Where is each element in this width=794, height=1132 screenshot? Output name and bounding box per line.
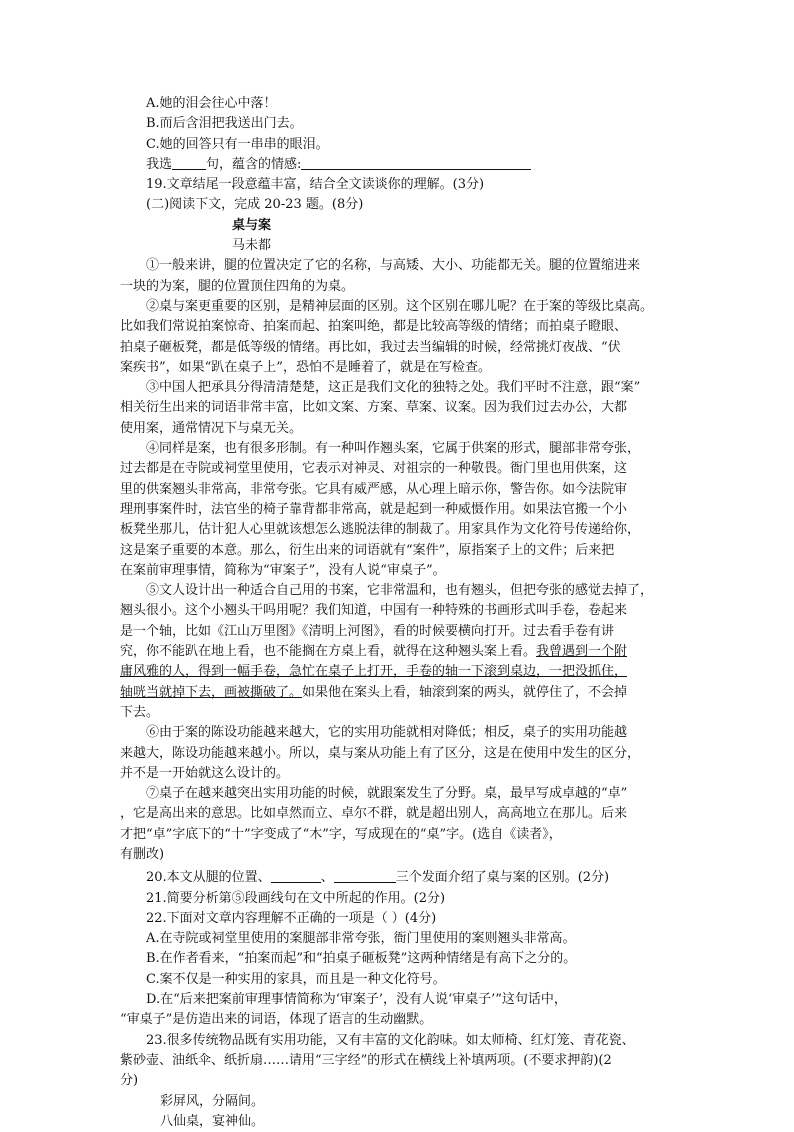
- q23-example: 彩屏风，分隔间。: [160, 1093, 265, 1109]
- underlined-sentence: 庸风雅的人，得到一幅手卷，急忙在桌子上打开，手卷的轴一下滚到桌边，一把没抓住，: [120, 664, 628, 680]
- q20-prefix: 20.本文从腿的位置、: [146, 870, 271, 886]
- q23-example: 八仙桌，宴神仙。: [160, 1113, 265, 1129]
- paragraph-3-line: ③中国人把承具分得清清楚楚，这正是我们文化的独特之处。我们平时不注意，跟“案”: [146, 380, 641, 396]
- q18-emotion-blank[interactable]: [301, 155, 531, 170]
- paragraph-5-line: 翘头很小。这个小翘头干吗用呢？我们知道，中国有一种特殊的书画形式叫手卷，卷起来: [120, 603, 628, 619]
- paragraph-6-line: ⑥由于案的陈设功能越来越大，它的实用功能就相对降低；相反，桌子的实用功能越: [146, 725, 628, 741]
- paragraph-4-line: ④同样是案，也有很多形制。有一种叫作翘头案，它属于供案的形式，腿部非常夸张，: [146, 441, 641, 457]
- q18-option-a: A.她的泪会往心中落！: [146, 96, 277, 111]
- paragraph-1-line: ①一般来讲，腿的位置决定了它的名称，与高矮、大小、功能都无关。腿的位置缩进来: [146, 258, 641, 274]
- q18-answer-line: [120, 155, 690, 175]
- text-column: [120, 94, 690, 1132]
- paragraph-5-line: [120, 662, 690, 682]
- question-23-cont: 分): [120, 1073, 139, 1089]
- paragraph-4-line: 里的供案翘头非常高，非常夸张。它具有威严感，从心理上暗示你，警告你。如今法院审: [120, 481, 628, 497]
- question-23-line: 紫砂壶、油纸伞、纸折扇……请用“三字经”的形式在横线上补填两项。(不要求押韵)(2: [120, 1052, 612, 1068]
- q20-suffix: 三个发面介绍了桌与案的区别。(2分): [395, 870, 610, 886]
- question-23-line: 23.很多传统物品既有实用功能，又有丰富的文化韵味。如太师椅、红灯笼、青花瓷、: [146, 1032, 635, 1048]
- question-22: 22.下面对文章内容理解不正确的一项是（ ）(4分): [146, 910, 437, 926]
- paragraph-5-text: 究，你不能趴在地上看，也不能搁在方桌上看，就得在这种翘头案上看。: [120, 644, 537, 660]
- paragraph-5-line: ⑤文人设计出一种适合自己用的书案，它非常温和，也有翘头，但把夸张的感觉去掉了，: [146, 583, 654, 599]
- paragraph-4-line: 板凳坐那儿，估计犯人心里就该想怎么逃脱法律的制裁了。用家具作为文化符号传递给你，: [120, 522, 641, 538]
- q20-blank-2[interactable]: [334, 868, 396, 883]
- paragraph-2-line: 比如我们常说拍案惊奇、拍案而起、拍案叫绝，都是比较高等级的情绪；而拍桌子瞪眼、: [120, 319, 628, 335]
- q22-option-d: D.在“后来把案前审理事情简称为‘审案子’，没有人说‘审桌子’”这句话中，: [146, 992, 567, 1008]
- q20-separator: 、: [320, 870, 334, 886]
- paragraph-3-line: 相关衍生出来的词语非常丰富，比如文案、方案、草案、议案。因为我们过去办公，大都: [120, 400, 628, 416]
- paragraph-6-line: 并不是一开始就这么设计的。: [120, 765, 290, 781]
- article-title: 桌与案: [232, 217, 272, 233]
- article-author: 马未都: [232, 238, 272, 254]
- q22-option-b: B.在作者看来，“拍案而起”和“拍桌子砸板凳”这两种情绪是有高下之分的。: [146, 951, 577, 967]
- paragraph-4-line: 理刑事案件时，法官坐的椅子靠背都非常高，就是起到一种威慑作用。如果法官搬一个小: [120, 501, 628, 517]
- q18-option-b: B.而后含泪把我送出门去。: [146, 116, 303, 132]
- q22-option-c: C.案不仅是一种实用的家具，而且是一种文化符号。: [146, 971, 446, 987]
- q18-choice-blank[interactable]: [172, 155, 206, 170]
- q22-option-d-cont: “审桌子”是仿造出来的词语，体现了语言的生动幽默。: [120, 1012, 433, 1028]
- paragraph-5-line: 下去。: [120, 704, 160, 720]
- underlined-sentence: 我曾遇到一个附: [536, 644, 628, 660]
- paragraph-2-line: ②桌与案更重要的区别，是精神层面的区别。这个区别在哪儿呢？在于案的等级比桌高。: [146, 298, 654, 314]
- paragraph-5-text: 如果他在案头上看，轴滚到案的两头，就停住了，不会掉: [302, 684, 628, 700]
- paragraph-4-line: 过去都是在寺院或祠堂里使用，它表示对神灵、对祖宗的一种敬畏。衙门里也用供案，这: [120, 461, 628, 477]
- q18-option-c: C.她的回答只有一串串的眼泪。: [146, 136, 329, 152]
- q18-choose-suffix: 句，蕴含的情感:: [206, 156, 302, 172]
- question-21: 21.简要分析第⑤段画线句在文中所起的作用。(2分): [146, 890, 446, 906]
- question-19: 19.文章结尾一段意蕴丰富，结合全文读谈你的理解。(3分): [146, 177, 485, 193]
- paragraph-3-line: 使用案，通常情况下与桌无关。: [120, 420, 303, 436]
- q22-option-a: A.在寺院或祠堂里使用的案腿部非常夸张，衙门里使用的案则翘头非常高。: [146, 931, 576, 947]
- q18-choose-prefix: 我选: [146, 156, 173, 172]
- paragraph-2-line: 案疾书”，如果“趴在桌子上”，恐怕不是睡着了，就是在写检查。: [120, 359, 491, 375]
- paragraph-4-line: 这是案子重要的本意。那么，衍生出来的词语就有“案件”，原指案子上的文件；后来把: [120, 542, 615, 558]
- paragraph-4-line: 在案前审理事情，简称为“审案子”，没有人说“审桌子”。: [120, 562, 446, 578]
- question-20: [120, 868, 690, 888]
- paragraph-6-line: 来越大，陈设功能越来越小。所以，桌与案从功能上有了区分，这是在使用中发生的区分，: [120, 745, 641, 761]
- paragraph-5-line: [120, 642, 690, 662]
- paragraph-5-line: [120, 683, 690, 703]
- paragraph-2-line: 拍桌子砸板凳，都是低等级的情绪。再比如，我过去当编辑的时候，经常挑灯夜战、“伏: [120, 339, 621, 355]
- underlined-sentence: 轴咣当就掉下去，画被撕破了。: [120, 684, 303, 700]
- paragraph-1-line: 一块的为案，腿的位置顶住四角的为桌。: [120, 278, 355, 294]
- q20-blank-1[interactable]: [271, 868, 321, 883]
- paragraph-5-line: 是一个轴，比如《江山万里图》《清明上河图》，看的时候要横向打开。过去看手卷有讲: [120, 623, 615, 639]
- section-2-heading: (二)阅读下文，完成 20-23 题。(8分): [146, 197, 364, 213]
- paragraph-7-line: ，它是高出来的意思。比如卓然而立、卓尔不群，就是超出别人，高高地立在那儿。后来: [120, 806, 628, 822]
- paragraph-7-line: 才把“卓”字底下的“十”字变成了“木”字，写成现在的“桌”字。(选自《读者》，: [120, 826, 562, 842]
- paragraph-7-line: ⑦桌子在越来越突出实用功能的时候，就跟案发生了分野。桌，最早写成卓越的“卓”: [146, 786, 628, 802]
- paragraph-7-line: 有删改): [120, 846, 165, 862]
